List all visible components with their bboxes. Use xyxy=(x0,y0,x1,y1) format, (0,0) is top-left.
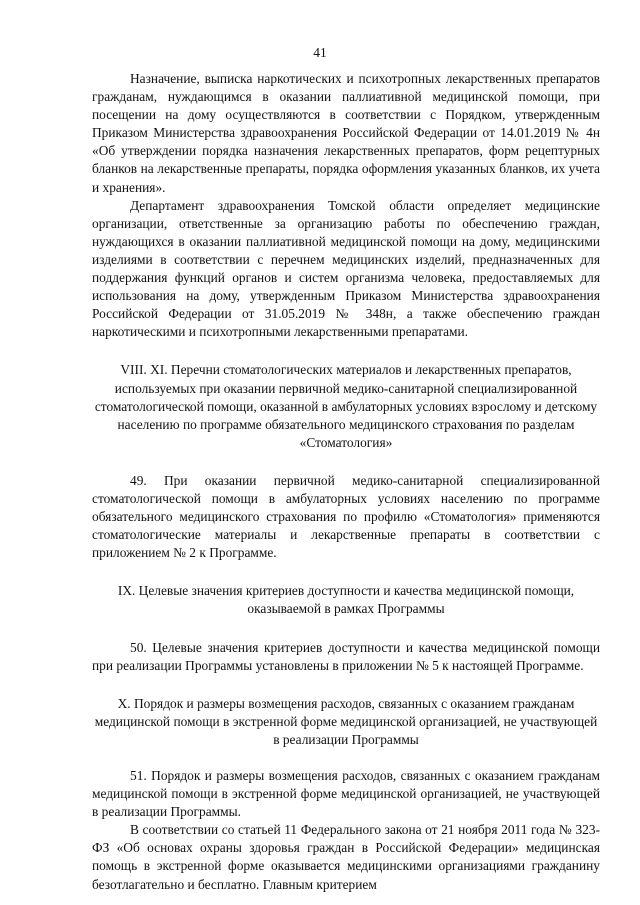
spacer xyxy=(92,675,600,695)
spacer xyxy=(92,341,600,361)
section-heading-viii: VIII. XI. Перечни стоматологических материалов и лекарственных препаратов, используемых при оказании первичной медико-санитарной специализированной стоматологической помощи, оказанной в амбулаторных условиях взрослому и детскому населению по программе обязательного медицинского страхования по разделам «Стоматология» xyxy=(94,362,598,450)
document-body xyxy=(92,70,600,894)
spacer xyxy=(92,749,600,767)
section-heading-ix: IX. Целевые значения критериев доступности и качества медицинской помощи, оказываемой в рамках Программы xyxy=(117,583,575,617)
paragraph-federal-law: В соответствии со статьей 11 Федерального закона от 21 ноября 2011 года № 323-ФЗ «Об основах охраны здоровья граждан в Российской Федерации» медицинская помощь в экстренной форме оказывается медицинскими организациями гражданину безотлагательно и бесплатно. Главным критерием xyxy=(92,822,600,892)
spacer xyxy=(92,562,600,582)
paragraph-50: 50. Целевые значения критериев доступности и качества медицинской помощи при реализации Программы установлены в приложении № 5 к настоящей Программе. xyxy=(92,639,600,673)
spacer xyxy=(92,452,600,472)
paragraph-medical-devices: Департамент здравоохранения Томской области определяет медицинские организации, ответственные за организацию работы по обеспечению граждан, нуждающихся в оказании паллиативной медицинской помощи на дому, медицинскими изделиями в соответствии с перечнем медицинских изделий, предназначенных для поддержания функций органов и систем организма человека, предоставляемых для использования на дому, утвержденным Приказом Министерства здравоохранения Российской Федерации от 31.05.2019 № 348н, а также обеспечению граждан наркотическими и психотропными лекарственными препаратами. xyxy=(92,197,600,340)
paragraph-49: 49. При оказании первичной медико-санитарной специализированной стоматологической помощи в амбулаторных условиях населению по программе обязательного медицинского страхования по профилю «Стоматология» применяются стоматологические материалы и лекарственные препараты в соответствии с приложением № 2 к Программе. xyxy=(92,472,600,561)
page-number: 41 xyxy=(313,45,327,60)
section-heading-x: X. Порядок и размеры возмещения расходов, связанных с оказанием гражданам медицинской помощи в экстренной форме медицинской организацией, не участвующей в реализации Программы xyxy=(94,695,598,747)
paragraph-narcotic-prescription: Назначение, выписка наркотических и психотропных лекарственных препаратов гражданам, нуждающимся в оказании паллиативной медицинской помощи, при посещении на дому осуществляются в соответствии с Порядком, утвержденным Приказом Министерства здравоохранения Российской Федерации от 14.01.2019 № 4н «Об утверждении порядка назначения лекарственных препаратов, форм рецептурных бланков на лекарственные препараты, порядка оформления указанных бланков, их учета и хранения». xyxy=(92,71,600,195)
paragraph-51: 51. Порядок и размеры возмещения расходов, связанных с оказанием гражданам медицинской помощи в экстренной форме медицинской организацией, не участвующей в реализации Программы. xyxy=(92,768,600,820)
spacer xyxy=(92,619,600,639)
